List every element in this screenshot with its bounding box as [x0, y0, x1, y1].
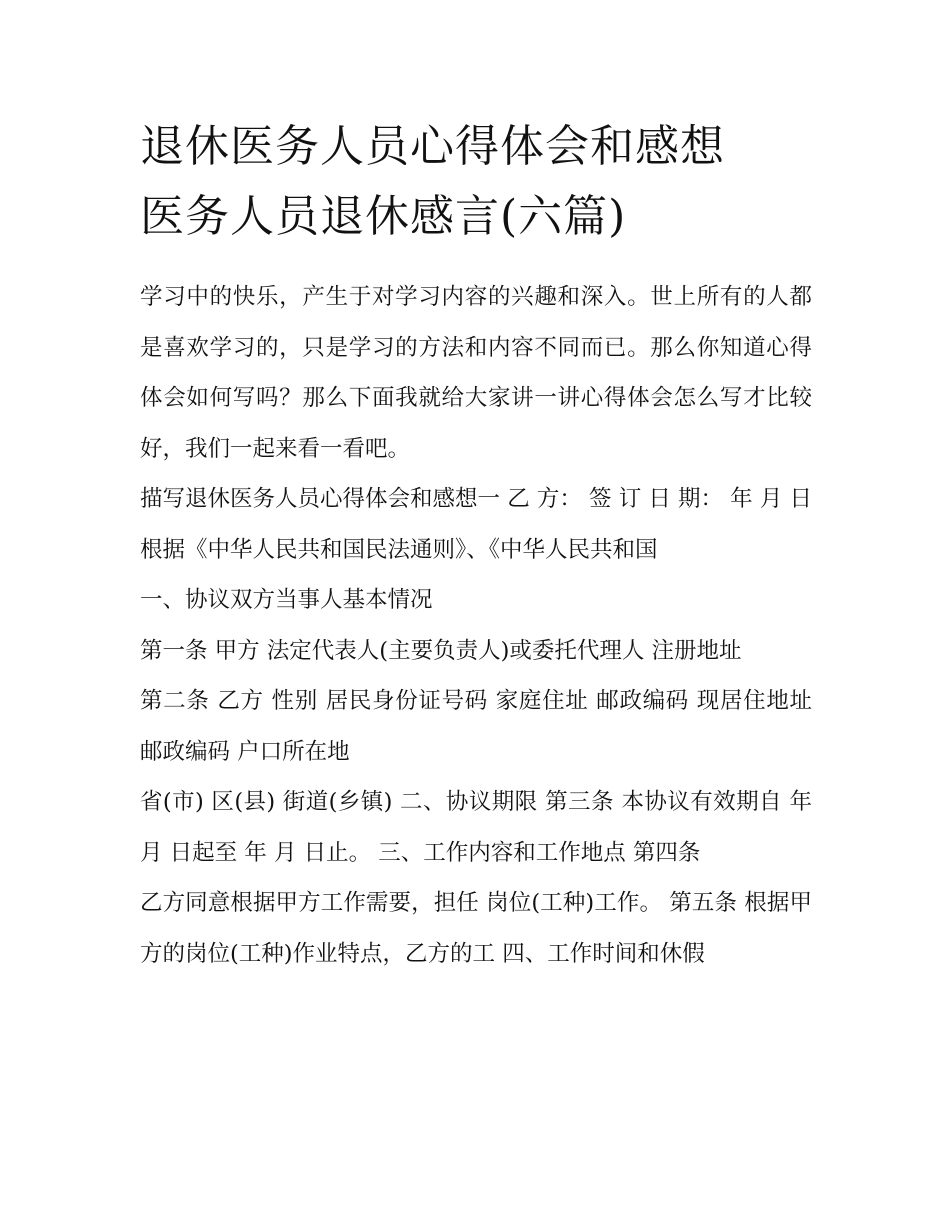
body-paragraph: 乙方同意根据甲方工作需要，担任 岗位(工种)工作。 第五条 根据甲方的岗位(工种)作业特点，乙方的工 四、工作时间和休假 [140, 890, 812, 967]
body-paragraph: 一、协议双方当事人基本情况 [140, 587, 433, 613]
intro-paragraph: 学习中的快乐，产生于对学习内容的兴趣和深入。世上所有的人都是喜欢学习的，只是学习的方法和内容不同而已。那么你知道心得体会如何写吗？那么下面我就给大家讲一讲心得体会怎么写才比较好，我们一起来看一看吧。 [140, 284, 812, 462]
body-paragraph: 第二条 乙方 性别 居民身份证号码 家庭住址 邮政编码 现居住地址 邮政编码 户口所在地 [140, 688, 812, 765]
title-line-2: 医务人员退休感言(六篇) [140, 191, 627, 242]
document-title [140, 112, 812, 252]
body-paragraph: 第一条 甲方 法定代表人(主要负责人)或委托代理人 注册地址 [140, 637, 742, 664]
document-page [140, 112, 812, 979]
body-paragraph: 省(市) 区(县) 街道(乡镇) 二、协议期限 第三条 本协议有效期自 年 月 日起至 年 月 日止。 三、工作内容和工作地点 第四条 [140, 789, 812, 866]
body-paragraph: 描写退休医务人员心得体会和感想一 乙 方： 签 订 日 期： 年 月 日 根据《中华人民共和国民法通则》、《中华人民共和国 [140, 486, 812, 563]
document-body [140, 272, 812, 979]
title-line-1: 退休医务人员心得体会和感想 [140, 121, 725, 172]
